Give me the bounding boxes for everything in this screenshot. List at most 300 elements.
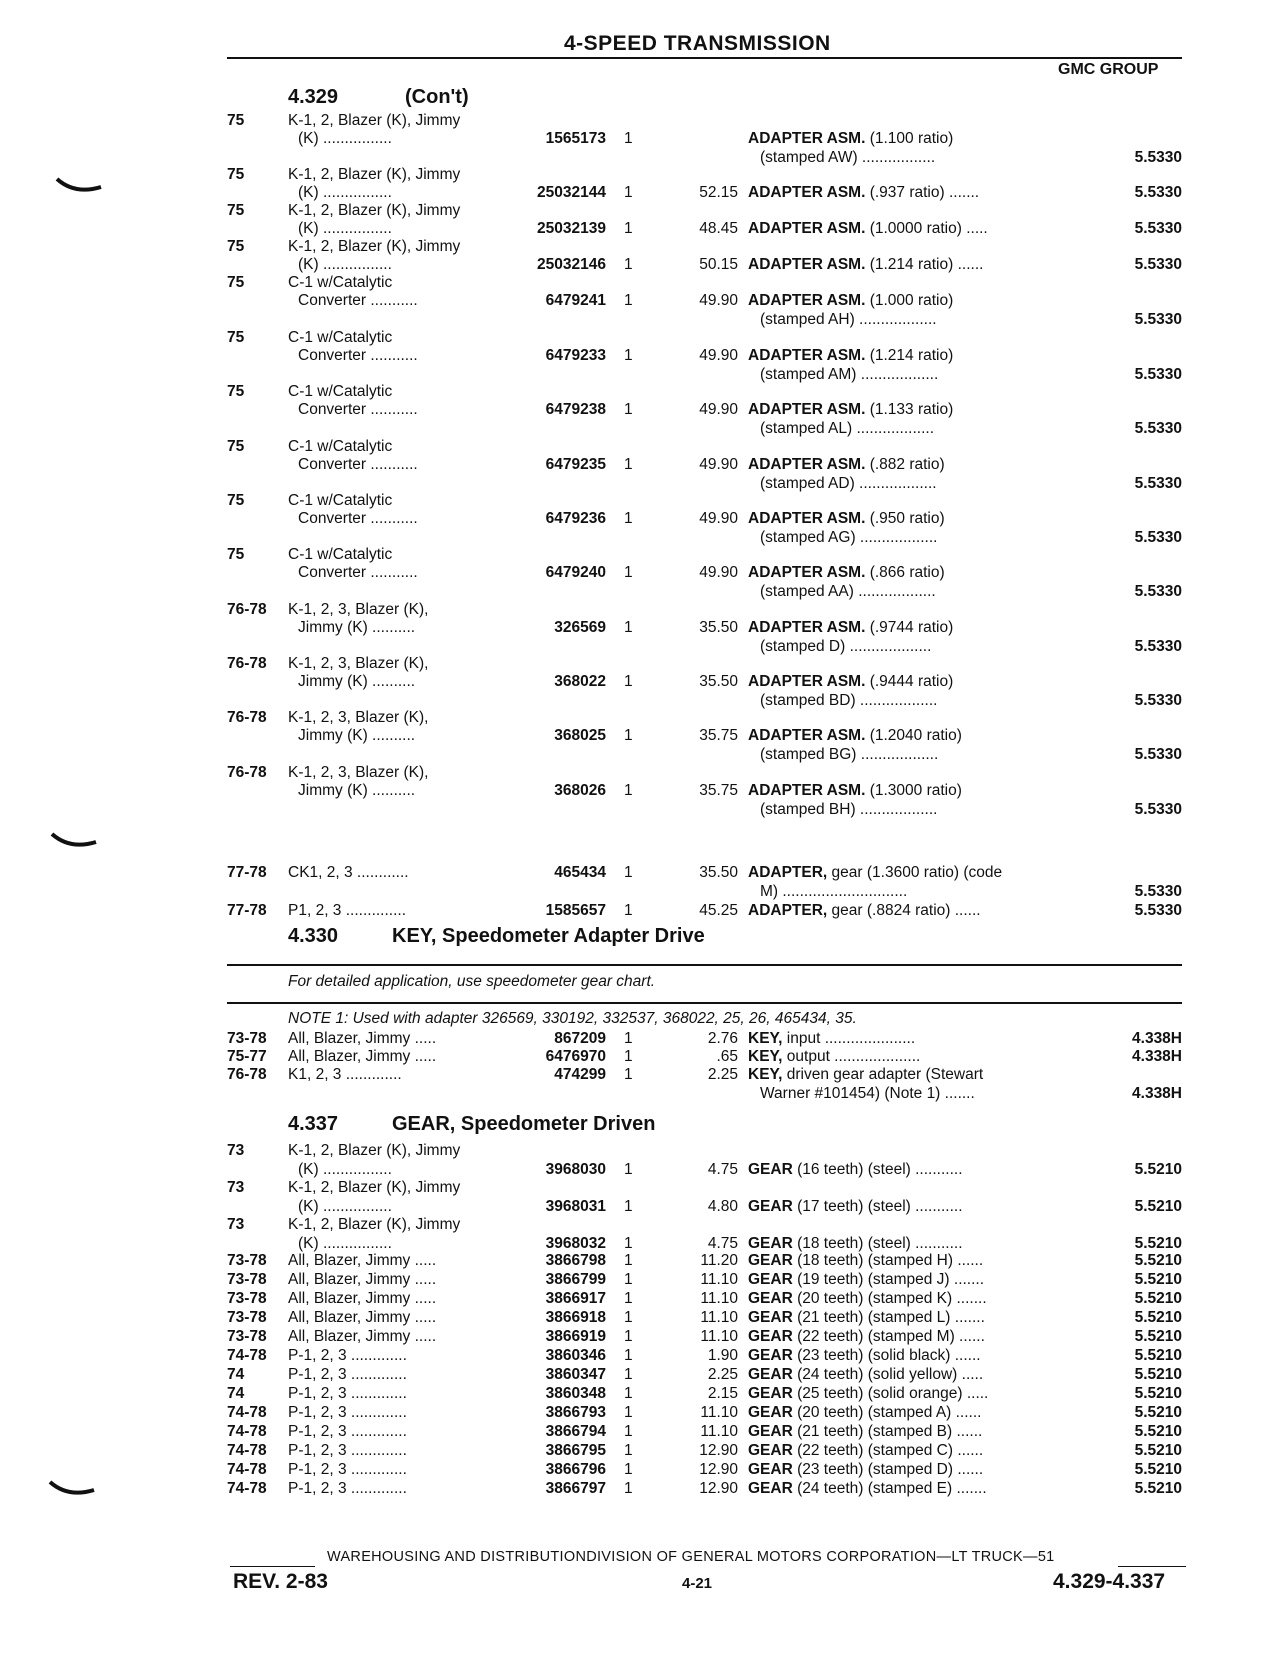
description-name: GEAR (748, 1328, 793, 1345)
part-number: 3860348 (545, 1385, 606, 1402)
description (748, 1403, 981, 1422)
description (748, 1251, 983, 1270)
quantity: 1 (624, 673, 633, 690)
price: 49.90 (699, 510, 738, 527)
description-name: GEAR (748, 1480, 793, 1497)
year: 75 (227, 383, 245, 400)
quantity: 1 (624, 1066, 633, 1083)
page-number: 4-21 (682, 1575, 713, 1592)
description-name: ADAPTER ASM. (748, 782, 866, 799)
reference-number: 5.5330 (1134, 902, 1182, 919)
description-text: (24 teeth) (solid yellow) ..... (792, 1366, 984, 1383)
reference-number: 5.5330 (1134, 692, 1182, 709)
quantity: 1 (624, 1048, 633, 1065)
description-name: ADAPTER ASM. (748, 347, 866, 364)
price: 48.45 (699, 220, 738, 237)
year: 75 (227, 329, 245, 346)
year: 73-78 (227, 1252, 267, 1269)
description-continued: (stamped BD) .................. (760, 692, 938, 709)
description (748, 219, 988, 238)
description (748, 1308, 985, 1327)
description-name: ADAPTER ASM. (748, 220, 866, 237)
description (748, 1047, 920, 1066)
description-text: (24 teeth) (stamped E) ....... (792, 1480, 987, 1497)
year: 75 (227, 112, 245, 129)
instruction-text: For detailed application, use speedometer gear chart. (288, 973, 656, 990)
part-number: 867209 (554, 1030, 606, 1047)
quantity: 1 (624, 401, 633, 418)
page-title: 4-SPEED TRANSMISSION (564, 32, 831, 55)
application: C-1 w/Catalytic (288, 329, 393, 346)
description-continued: (stamped AG) .................. (760, 529, 938, 546)
section-title: KEY, Speedometer Adapter Drive (392, 925, 705, 947)
application: K-1, 2, Blazer (K), Jimmy (288, 112, 461, 129)
application-continued: Converter ........... (298, 347, 418, 364)
part-number: 3968031 (545, 1198, 606, 1215)
price: 11.10 (700, 1423, 738, 1440)
footer-rule-left (230, 1566, 315, 1567)
description-name: GEAR (748, 1290, 793, 1307)
application: P-1, 2, 3 ............. (288, 1347, 407, 1364)
description-name: GEAR (748, 1461, 793, 1478)
quantity: 1 (624, 1198, 633, 1215)
part-number: 368022 (554, 673, 606, 690)
year: 73-78 (227, 1328, 267, 1345)
part-number: 6479235 (545, 456, 606, 473)
price: 1.90 (707, 1347, 738, 1364)
quantity: 1 (624, 1423, 633, 1440)
quantity: 1 (624, 510, 633, 527)
description (748, 901, 981, 920)
year: 76-78 (227, 709, 267, 726)
reference-number: 5.5330 (1134, 256, 1182, 273)
reference-number: 5.5210 (1134, 1235, 1182, 1252)
reference-number: 5.5210 (1134, 1480, 1182, 1497)
application-continued: Converter ........... (298, 401, 418, 418)
quantity: 1 (624, 1347, 633, 1364)
reference-number: 4.338H (1132, 1030, 1182, 1047)
description (748, 129, 953, 148)
year: 73 (227, 1142, 245, 1159)
reference-number: 5.5210 (1134, 1423, 1182, 1440)
reference-number: 5.5210 (1134, 1290, 1182, 1307)
description-text: gear (.8824 ratio) ...... (827, 902, 981, 919)
year: 75 (227, 238, 245, 255)
description-continued: (stamped BH) .................. (760, 801, 938, 818)
quantity: 1 (624, 292, 633, 309)
reference-number: 5.5330 (1134, 184, 1182, 201)
reference-number: 5.5210 (1134, 1461, 1182, 1478)
description (748, 1065, 983, 1084)
description-name: ADAPTER ASM. (748, 456, 866, 473)
description-name: KEY, (748, 1030, 783, 1047)
description-text: (1.000 ratio) (865, 292, 954, 309)
part-number: 6479241 (545, 292, 606, 309)
application: K-1, 2, Blazer (K), Jimmy (288, 238, 461, 255)
quantity: 1 (624, 130, 633, 147)
description-name: ADAPTER, (748, 864, 828, 881)
group-label: GMC GROUP (1058, 61, 1159, 78)
year: 73-78 (227, 1030, 267, 1047)
part-number: 3866795 (545, 1442, 606, 1459)
application-continued: Converter ........... (298, 456, 418, 473)
application-continued: Jimmy (K) .......... (298, 619, 416, 636)
description (748, 863, 1002, 882)
section-rule (227, 964, 1182, 966)
part-number: 6479233 (545, 347, 606, 364)
year: 73-78 (227, 1290, 267, 1307)
price: 49.90 (699, 456, 738, 473)
description (748, 1479, 987, 1498)
part-number: 3866797 (545, 1480, 606, 1497)
reference-number: 5.5330 (1134, 311, 1182, 328)
description-text: (1.0000 ratio) ..... (865, 220, 988, 237)
description-text: (20 teeth) (stamped K) ....... (792, 1290, 987, 1307)
reference-number: 5.5330 (1134, 638, 1182, 655)
section-label: (Con't) (405, 86, 469, 108)
application: C-1 w/Catalytic (288, 438, 393, 455)
description (748, 1197, 963, 1216)
price: 2.15 (707, 1385, 738, 1402)
year: 74-78 (227, 1461, 267, 1478)
part-number: 25032144 (537, 184, 606, 201)
year: 74-78 (227, 1404, 267, 1421)
application: P-1, 2, 3 ............. (288, 1366, 407, 1383)
year: 76-78 (227, 655, 267, 672)
description-text: driven gear adapter (Stewart (782, 1066, 984, 1083)
description (748, 455, 945, 474)
description-name: GEAR (748, 1309, 793, 1326)
quantity: 1 (624, 1235, 633, 1252)
price: 11.10 (700, 1271, 738, 1288)
part-number: 368025 (554, 727, 606, 744)
description-name: GEAR (748, 1271, 793, 1288)
description (748, 1441, 983, 1460)
year: 77-78 (227, 902, 267, 919)
application: CK1, 2, 3 ............ (288, 864, 409, 881)
quantity: 1 (624, 1442, 633, 1459)
reference-number: 5.5210 (1134, 1271, 1182, 1288)
description-text: (22 teeth) (stamped M) ...... (792, 1328, 985, 1345)
year: 74-78 (227, 1480, 267, 1497)
description-name: ADAPTER ASM. (748, 256, 866, 273)
description (748, 726, 962, 745)
application: All, Blazer, Jimmy ..... (288, 1030, 437, 1047)
description (748, 1289, 987, 1308)
description-name: ADAPTER, (748, 902, 828, 919)
description-text: (21 teeth) (stamped L) ....... (792, 1309, 985, 1326)
description-text: (23 teeth) (stamped D) ...... (792, 1461, 984, 1478)
part-number: 25032146 (537, 256, 606, 273)
price: 11.10 (700, 1404, 738, 1421)
description (748, 1270, 984, 1289)
application: K-1, 2, Blazer (K), Jimmy (288, 1216, 461, 1233)
description-text: (25 teeth) (solid orange) ..... (792, 1385, 989, 1402)
description-continued: (stamped AA) .................. (760, 583, 936, 600)
price: 2.76 (707, 1030, 738, 1047)
year: 75 (227, 546, 245, 563)
quantity: 1 (624, 256, 633, 273)
price: 49.90 (699, 564, 738, 581)
price: 49.90 (699, 292, 738, 309)
part-number: 474299 (554, 1066, 606, 1083)
application: P-1, 2, 3 ............. (288, 1423, 407, 1440)
quantity: 1 (624, 220, 633, 237)
description-continued: (stamped AD) .................. (760, 475, 937, 492)
application: K-1, 2, Blazer (K), Jimmy (288, 1142, 461, 1159)
description (748, 346, 953, 365)
description-name: ADAPTER ASM. (748, 510, 866, 527)
description-continued: (stamped AW) ................. (760, 149, 936, 166)
price: 12.90 (699, 1461, 738, 1478)
application: P-1, 2, 3 ............. (288, 1480, 407, 1497)
price: 12.90 (699, 1442, 738, 1459)
price: .65 (716, 1048, 738, 1065)
year: 75 (227, 274, 245, 291)
description-name: KEY, (748, 1048, 783, 1065)
reference-number: 5.5330 (1134, 475, 1182, 492)
description (748, 1029, 915, 1048)
quantity: 1 (624, 1385, 633, 1402)
description-name: GEAR (748, 1385, 793, 1402)
year: 76-78 (227, 764, 267, 781)
description-name: GEAR (748, 1198, 793, 1215)
application: K-1, 2, Blazer (K), Jimmy (288, 166, 461, 183)
reference-number: 5.5210 (1134, 1252, 1182, 1269)
reference-number: 5.5330 (1134, 149, 1182, 166)
note-text: NOTE 1: Used with adapter 326569, 330192, 332537, 368022, 25, 26, 465434, 35. (288, 1010, 857, 1027)
description-name: ADAPTER ASM. (748, 292, 866, 309)
part-number: 3860347 (545, 1366, 606, 1383)
description-text: (21 teeth) (stamped B) ...... (792, 1423, 983, 1440)
reference-number: 5.5210 (1134, 1442, 1182, 1459)
application-continued: Jimmy (K) .......... (298, 673, 416, 690)
footer-rule-right (1118, 1566, 1186, 1567)
application: P-1, 2, 3 ............. (288, 1385, 407, 1402)
part-number: 3866917 (545, 1290, 606, 1307)
description-text: (17 teeth) (steel) ........... (792, 1198, 963, 1215)
application: K-1, 2, Blazer (K), Jimmy (288, 1179, 461, 1196)
part-number: 3860346 (545, 1347, 606, 1364)
description-text: (.937 ratio) ....... (865, 184, 980, 201)
description-continued: (stamped D) ................... (760, 638, 932, 655)
year: 74-78 (227, 1442, 267, 1459)
reference-number: 4.338H (1132, 1048, 1182, 1065)
part-number: 3866794 (545, 1423, 606, 1440)
description-name: GEAR (748, 1366, 793, 1383)
application: All, Blazer, Jimmy ..... (288, 1328, 437, 1345)
part-number: 368026 (554, 782, 606, 799)
description-name: ADAPTER ASM. (748, 401, 866, 418)
price: 4.75 (707, 1161, 738, 1178)
quantity: 1 (624, 1271, 633, 1288)
header-rule (227, 57, 1182, 59)
section-number: 4.337 (288, 1113, 339, 1135)
part-number: 3968030 (545, 1161, 606, 1178)
price: 52.15 (699, 184, 738, 201)
application: K-1, 2, 3, Blazer (K), (288, 709, 429, 726)
application: K-1, 2, Blazer (K), Jimmy (288, 202, 461, 219)
price: 35.75 (699, 727, 738, 744)
quantity: 1 (624, 347, 633, 364)
price: 11.20 (700, 1252, 738, 1269)
description-continued: M) ............................. (760, 883, 908, 900)
price: 2.25 (707, 1366, 738, 1383)
year: 75 (227, 492, 245, 509)
description (748, 1346, 981, 1365)
description-name: GEAR (748, 1404, 793, 1421)
quantity: 1 (624, 864, 633, 881)
section-title: GEAR, Speedometer Driven (392, 1113, 656, 1135)
year: 74 (227, 1385, 245, 1402)
application: All, Blazer, Jimmy ..... (288, 1271, 437, 1288)
year: 75 (227, 202, 245, 219)
description (748, 183, 979, 202)
description-text: (1.214 ratio) (865, 347, 954, 364)
description (748, 1422, 982, 1441)
description-name: ADAPTER ASM. (748, 673, 866, 690)
year: 75 (227, 438, 245, 455)
quantity: 1 (624, 782, 633, 799)
quantity: 1 (624, 1461, 633, 1478)
application-continued: (K) ................ (298, 130, 392, 147)
reference-number: 5.5330 (1134, 220, 1182, 237)
reference-number: 5.5330 (1134, 420, 1182, 437)
description-name: ADAPTER ASM. (748, 564, 866, 581)
reference-number: 5.5330 (1134, 583, 1182, 600)
part-number: 6479238 (545, 401, 606, 418)
description-text: (18 teeth) (steel) ........... (792, 1235, 963, 1252)
price: 35.50 (699, 619, 738, 636)
description-name: KEY, (748, 1066, 783, 1083)
application: C-1 w/Catalytic (288, 383, 393, 400)
price: 4.80 (707, 1198, 738, 1215)
description-text: (1.2040 ratio) (865, 727, 962, 744)
reference-number: 5.5210 (1134, 1385, 1182, 1402)
description-text: (.9444 ratio) (865, 673, 954, 690)
description (748, 291, 953, 310)
part-number: 3968032 (545, 1235, 606, 1252)
publisher-line: WAREHOUSING AND DISTRIBUTIONDIVISION OF GENERAL MOTORS CORPORATION—LT TRUCK—51 (327, 1549, 1055, 1565)
price: 4.75 (707, 1235, 738, 1252)
quantity: 1 (624, 1161, 633, 1178)
part-number: 1585657 (545, 902, 606, 919)
description-continued: (stamped AM) .................. (760, 366, 939, 383)
description (748, 1384, 988, 1403)
part-number: 326569 (554, 619, 606, 636)
application: All, Blazer, Jimmy ..... (288, 1309, 437, 1326)
description-name: ADAPTER ASM. (748, 619, 866, 636)
section-rule (227, 1002, 1182, 1004)
description-text: (1.133 ratio) (865, 401, 954, 418)
part-number: 465434 (554, 864, 606, 881)
description-text: (19 teeth) (stamped J) ....... (792, 1271, 985, 1288)
description-name: ADAPTER ASM. (748, 184, 866, 201)
part-number: 3866799 (545, 1271, 606, 1288)
quantity: 1 (624, 184, 633, 201)
price: 11.10 (700, 1309, 738, 1326)
application: C-1 w/Catalytic (288, 274, 393, 291)
description-text: (1.214 ratio) ...... (865, 256, 984, 273)
application-continued: Jimmy (K) .......... (298, 782, 416, 799)
description (748, 1365, 983, 1384)
description-name: ADAPTER ASM. (748, 727, 866, 744)
description (748, 1460, 983, 1479)
reference-number: 5.5210 (1134, 1161, 1182, 1178)
binder-mark-icon (48, 1478, 96, 1500)
application: P-1, 2, 3 ............. (288, 1404, 407, 1421)
price: 12.90 (699, 1480, 738, 1497)
part-number: 25032139 (537, 220, 606, 237)
application-continued: (K) ................ (298, 220, 392, 237)
description-text: (16 teeth) (steel) ........... (792, 1161, 963, 1178)
section-number: 4.330 (288, 925, 339, 947)
revision-label: REV. 2-83 (233, 1570, 328, 1593)
year: 77-78 (227, 864, 267, 881)
description-name: GEAR (748, 1442, 793, 1459)
reference-number: 5.5330 (1134, 883, 1182, 900)
application-continued: Converter ........... (298, 564, 418, 581)
price: 49.90 (699, 347, 738, 364)
year: 73-78 (227, 1271, 267, 1288)
description-text: (.9744 ratio) (865, 619, 954, 636)
quantity: 1 (624, 1480, 633, 1497)
quantity: 1 (624, 727, 633, 744)
description-name: ADAPTER ASM. (748, 130, 866, 147)
price: 35.50 (699, 864, 738, 881)
quantity: 1 (624, 619, 633, 636)
description-continued: (stamped AH) .................. (760, 311, 937, 328)
reference-number: 5.5330 (1134, 801, 1182, 818)
reference-number: 5.5330 (1134, 366, 1182, 383)
description (748, 1160, 963, 1179)
description-name: GEAR (748, 1252, 793, 1269)
quantity: 1 (624, 1252, 633, 1269)
application: K-1, 2, 3, Blazer (K), (288, 655, 429, 672)
year: 73-78 (227, 1309, 267, 1326)
application: P-1, 2, 3 ............. (288, 1442, 407, 1459)
description-text: (22 teeth) (stamped C) ...... (792, 1442, 984, 1459)
part-number: 6479236 (545, 510, 606, 527)
year: 74-78 (227, 1423, 267, 1440)
description-continued: (stamped AL) .................. (760, 420, 935, 437)
part-number: 6476970 (545, 1048, 606, 1065)
application: All, Blazer, Jimmy ..... (288, 1290, 437, 1307)
application-continued: (K) ................ (298, 184, 392, 201)
part-number: 3866793 (545, 1404, 606, 1421)
quantity: 1 (624, 1328, 633, 1345)
application: P-1, 2, 3 ............. (288, 1461, 407, 1478)
description (748, 781, 962, 800)
quantity: 1 (624, 564, 633, 581)
quantity: 1 (624, 1404, 633, 1421)
quantity: 1 (624, 1309, 633, 1326)
section-number: 4.329 (288, 86, 339, 108)
binder-mark-icon (50, 830, 98, 852)
quantity: 1 (624, 1030, 633, 1047)
price: 35.50 (699, 673, 738, 690)
quantity: 1 (624, 1290, 633, 1307)
part-number: 3866918 (545, 1309, 606, 1326)
year: 73 (227, 1216, 245, 1233)
description-text: (18 teeth) (stamped H) ...... (792, 1252, 984, 1269)
part-number: 3866796 (545, 1461, 606, 1478)
description-continued: (stamped BG) .................. (760, 746, 939, 763)
description-text: (23 teeth) (solid black) ...... (792, 1347, 981, 1364)
description-text: (.950 ratio) (865, 510, 945, 527)
description-text: (1.100 ratio) (865, 130, 954, 147)
reference-number: 5.5330 (1134, 746, 1182, 763)
